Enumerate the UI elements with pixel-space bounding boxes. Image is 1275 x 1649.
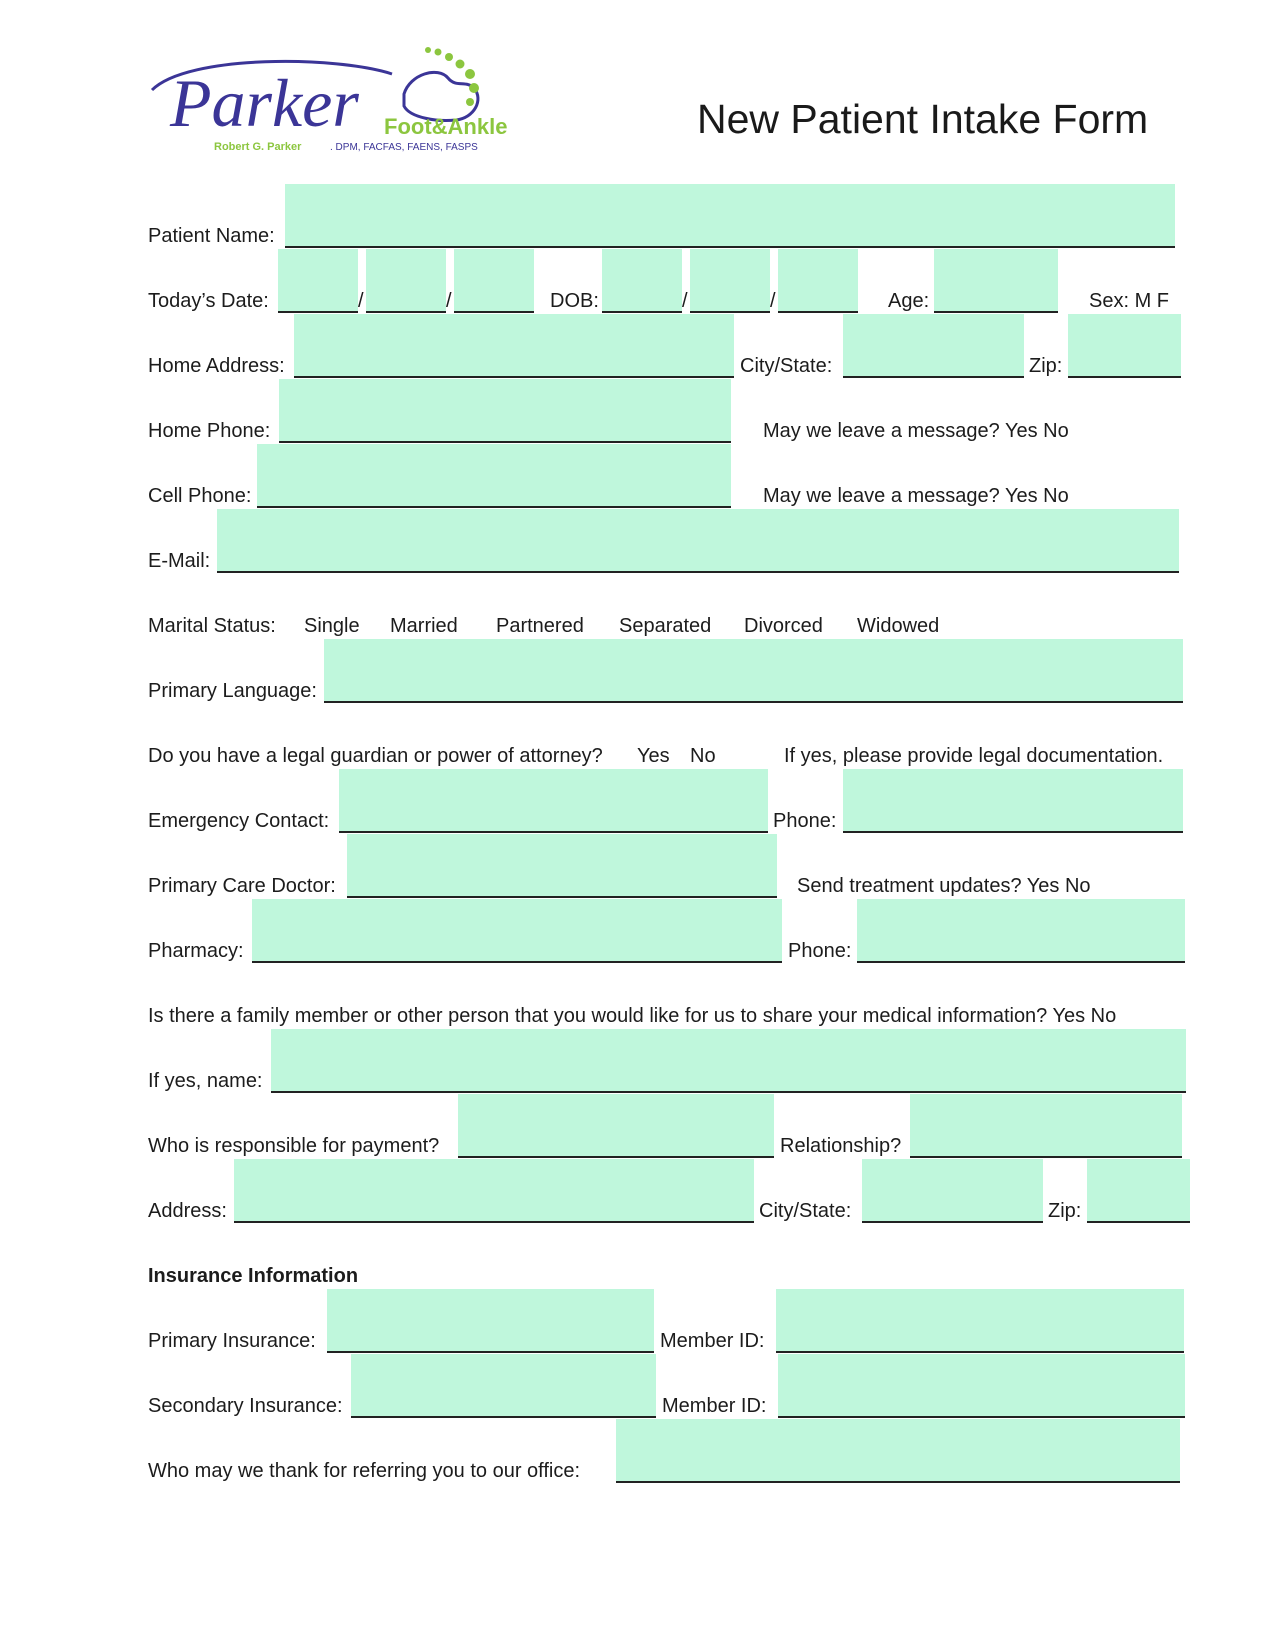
referral-label: Who may we thank for referring you to our office: <box>148 1460 581 1482</box>
home-phone-message-options[interactable]: May we leave a message? Yes No <box>763 420 1069 442</box>
primary-insurance-input[interactable] <box>327 1289 654 1353</box>
cell-phone-label: Cell Phone: <box>148 485 252 507</box>
payer-city-state-label: City/State: <box>759 1200 852 1222</box>
logo-script-text: Parker <box>170 65 359 141</box>
primary-member-id-label: Member ID: <box>660 1330 765 1352</box>
share-person-name-input[interactable] <box>271 1029 1186 1093</box>
page-title: New Patient Intake Form <box>697 96 1149 142</box>
guardian-note: If yes, please provide legal documentation. <box>784 745 1164 767</box>
patient-name-label: Patient Name: <box>148 225 275 247</box>
emergency-contact-label: Emergency Contact: <box>148 810 330 832</box>
relationship-label: Relationship? <box>780 1135 902 1157</box>
parker-foot-ankle-logo <box>148 44 548 166</box>
pharmacy-label: Pharmacy: <box>148 940 244 962</box>
age-label: Age: <box>888 290 930 312</box>
responsible-payment-label: Who is responsible for payment? <box>148 1135 440 1157</box>
logo-doctor-name: Robert G. Parker <box>214 141 302 153</box>
marital-option-single[interactable]: Single <box>304 615 360 637</box>
marital-option-married[interactable]: Married <box>390 615 458 637</box>
marital-option-partnered[interactable]: Partnered <box>496 615 584 637</box>
email-label: E-Mail: <box>148 550 211 572</box>
zip-label: Zip: <box>1029 355 1063 377</box>
insurance-heading: Insurance Information <box>148 1265 359 1287</box>
share-info-question[interactable]: Is there a family member or other person that you would like for us to share your medical information? Yes No <box>148 1005 1117 1027</box>
footprint-icon <box>404 47 479 120</box>
todays-date-year-input[interactable] <box>454 249 534 313</box>
referral-input[interactable] <box>616 1419 1180 1483</box>
secondary-member-id-label: Member ID: <box>662 1395 767 1417</box>
zip-input[interactable] <box>1068 314 1181 378</box>
responsible-payment-input[interactable] <box>458 1094 774 1158</box>
payer-address-input[interactable] <box>234 1159 754 1223</box>
age-input[interactable] <box>934 249 1058 313</box>
primary-member-id-input[interactable] <box>776 1289 1184 1353</box>
emergency-contact-input[interactable] <box>339 769 768 833</box>
date-separator: / <box>682 290 688 312</box>
pharmacy-input[interactable] <box>252 899 782 963</box>
todays-date-day-input[interactable] <box>366 249 446 313</box>
home-phone-label: Home Phone: <box>148 420 271 442</box>
city-state-input[interactable] <box>843 314 1024 378</box>
primary-language-input[interactable] <box>324 639 1183 703</box>
logo-subtitle: Foot&Ankle <box>384 114 508 139</box>
email-input[interactable] <box>217 509 1179 573</box>
send-updates-options[interactable]: Send treatment updates? Yes No <box>797 875 1091 897</box>
cell-phone-input[interactable] <box>257 444 731 508</box>
secondary-insurance-label: Secondary Insurance: <box>148 1395 343 1417</box>
pharmacy-phone-label: Phone: <box>788 940 852 962</box>
patient-name-input[interactable] <box>285 184 1175 248</box>
date-separator: / <box>770 290 776 312</box>
dob-day-input[interactable] <box>690 249 770 313</box>
relationship-input[interactable] <box>910 1094 1182 1158</box>
home-address-label: Home Address: <box>148 355 285 377</box>
payer-zip-input[interactable] <box>1087 1159 1190 1223</box>
payer-zip-label: Zip: <box>1048 1200 1082 1222</box>
city-state-label: City/State: <box>740 355 833 377</box>
todays-date-month-input[interactable] <box>278 249 358 313</box>
cell-phone-message-options[interactable]: May we leave a message? Yes No <box>763 485 1069 507</box>
logo-credentials: . DPM, FACFAS, FAENS, FASPS <box>330 142 478 153</box>
date-separator: / <box>358 290 364 312</box>
sex-options[interactable]: Sex: M F <box>1089 290 1170 312</box>
guardian-question: Do you have a legal guardian or power of attorney? <box>148 745 603 767</box>
guardian-yes-option[interactable]: Yes <box>637 745 670 767</box>
marital-status-label: Marital Status: <box>148 615 276 637</box>
payer-address-label: Address: <box>148 1200 227 1222</box>
primary-care-doctor-input[interactable] <box>347 834 777 898</box>
marital-option-divorced[interactable]: Divorced <box>744 615 823 637</box>
guardian-no-option[interactable]: No <box>690 745 716 767</box>
secondary-insurance-input[interactable] <box>351 1354 656 1418</box>
home-address-input[interactable] <box>294 314 734 378</box>
marital-option-widowed[interactable]: Widowed <box>857 615 940 637</box>
date-separator: / <box>446 290 452 312</box>
emergency-phone-label: Phone: <box>773 810 837 832</box>
dob-year-input[interactable] <box>778 249 858 313</box>
primary-care-doctor-label: Primary Care Doctor: <box>148 875 336 897</box>
marital-option-separated[interactable]: Separated <box>619 615 712 637</box>
home-phone-input[interactable] <box>279 379 731 443</box>
dob-label: DOB: <box>550 290 599 312</box>
primary-insurance-label: Primary Insurance: <box>148 1330 316 1352</box>
dob-month-input[interactable] <box>602 249 682 313</box>
pharmacy-phone-input[interactable] <box>857 899 1185 963</box>
todays-date-label: Today’s Date: <box>148 290 269 312</box>
primary-language-label: Primary Language: <box>148 680 317 702</box>
if-yes-name-label: If yes, name: <box>148 1070 263 1092</box>
emergency-phone-input[interactable] <box>843 769 1183 833</box>
secondary-member-id-input[interactable] <box>778 1354 1185 1418</box>
payer-city-state-input[interactable] <box>862 1159 1043 1223</box>
